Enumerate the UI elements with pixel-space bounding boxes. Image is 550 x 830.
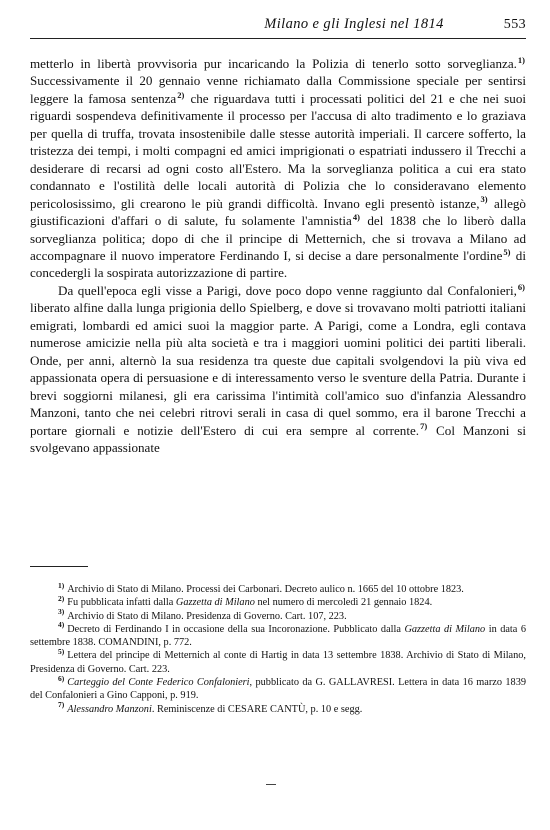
footnote-separator	[30, 566, 88, 567]
text-run: allegò giustificazioni d'affari o di salute, fu solamente l'amnistia	[30, 195, 526, 229]
main-text	[30, 55, 526, 456]
footnote	[30, 593, 526, 609]
footnote-ref: 6)	[517, 281, 525, 292]
bottom-dash-mark	[266, 784, 276, 785]
text-run: Col Manzoni si svolgevano appassionate	[30, 422, 526, 455]
paragraph-1	[30, 55, 526, 282]
page-number: 553	[503, 17, 526, 32]
running-head	[30, 16, 526, 33]
footnote-ref: 2)	[177, 89, 185, 100]
text-run: di concedergli la sospirata autorizzazione di partire.	[30, 247, 526, 281]
text-run: Da quell'epoca egli visse a Parigi, dove poco dopo venne raggiunto dal Confalonieri,	[58, 282, 517, 298]
footnote-text: Archivio di Stato di Milano. Presidenza di Governo. Cart. 107, 223.	[67, 610, 347, 622]
footnote	[30, 580, 526, 596]
text-run: che riguardava tutti i processati politici del 21 e che nei suoi riguardi sospendeva definitivamente il processo per l'accusa di alto tradimento e lo graziava per quella di truffa, trovata insostenibile dalle stesse autorità imperiali. Il carcere sofferto, la tristezza dei tempi, i molti compagni ed amici imprigionati o espatriati indussero il Trecchi a desiderare di recarsi ad ogni costo all'Estero. Ma la sorveglianza politica a cui era stato condannato e l'ostilità delle locali autorità di Polizia che lo consideravano elemento pericolosissimo, gli crearono le più grandi difficoltà. Invano egli presentò istanze,	[30, 90, 527, 211]
footnote-text: nel numero di mercoledì 21 gennaio 1824.	[254, 597, 433, 609]
footnote-mark: 2)	[58, 593, 65, 603]
footnote-text: , pubblicato da G. GALLAVRESI. Lettera in data 16 marzo 1839 del Confalonieri a Gino Capponi, p. 919.	[30, 677, 527, 702]
footnotes	[30, 580, 527, 716]
footnote	[30, 649, 526, 676]
text-run: liberato alfine dalla lunga prigionia dello Spielberg, e dove si trovavano molti patriotti italiani emigrati, lombardi ed amici suoi la maggior parte. A Parigi, come a Londra, egli contava numerose amicizie nella più alta società e tra i maggiori uomini politici dei partiti liberali. Onde, per anni, alternò la sua residenza tra queste due capitali svolgendovi la più viva ed appassionata opera di persuasione e di interessamento verso le sventure della Patria. Durante i brevi soggiorni milanesi, gli era carissima l'intimità coll'amico suo d'infanzia Alessandro Manzoni, tanto che nei celebri ritrovi serali in casa di quel sommo, era il barone Trecchi a portare giornali e notizie dell'Estero di cui era sempre al corrente.	[30, 300, 526, 438]
footnote-mark: 3)	[58, 607, 65, 617]
footnote-text: Archivio di Stato di Milano. Processi dei Carbonari. Decreto aulico n. 1665 del 10 ottobre 1823.	[67, 584, 464, 595]
footnote-text: Lettera del principe di Metternich al conte di Hartig in data 13 settembre 1838. Archivio di Stato di Milano, Presidenza di Governo. Cart. 223.	[30, 650, 526, 675]
footnote-text: . Reminiscenze di CESARE CANTÙ, p. 10 e segg.	[151, 703, 363, 715]
footnote-mark: 5)	[58, 647, 65, 657]
footnote	[30, 607, 526, 623]
footnote-text: Fu pubblicata infatti dalla	[67, 597, 176, 609]
footnote-ref: 3)	[480, 194, 488, 205]
footnote-text: Decreto di Ferdinando I in occasione della sua Incoronazione. Pubblicato dalla	[67, 623, 405, 635]
footnote-mark: 1)	[58, 580, 65, 590]
paragraph-2	[30, 282, 526, 457]
footnote-italic: Alessandro Manzoni	[67, 703, 152, 715]
footnote	[30, 700, 526, 716]
text-run: del 1838 che lo liberò dalla sorveglianza politica; dopo di che il principe di Metternich, che si trovava a Milano ad accompagnare il nuovo imperatore Ferdinando I, si decise a dare personalmente l'ordine	[30, 213, 526, 263]
running-title: Milano e gli Inglesi nel 1814	[264, 16, 444, 32]
text-run: Successivamente il 20 gennaio venne richiamato dalla Commissione speciale per sentirsi leggere la famosa sentenza	[30, 73, 526, 106]
footnote-ref: 4)	[352, 211, 360, 222]
header-rule	[30, 38, 526, 39]
footnote-ref: 7)	[420, 421, 428, 432]
footnote-mark: 4)	[58, 620, 65, 630]
footnote-italic: Gazzetta di Milano	[175, 597, 255, 609]
footnote-mark: 7)	[58, 700, 65, 710]
footnote	[30, 620, 526, 650]
footnote-mark: 6)	[58, 673, 65, 683]
footnote	[30, 673, 527, 703]
footnote-ref: 5)	[503, 246, 511, 257]
footnote-italic: Carteggio del Conte Federico Confalonieri	[67, 677, 250, 689]
footnote-ref: 1)	[517, 54, 525, 65]
footnote-text: in data 6 settembre 1838. COMANDINI, p. 772.	[30, 623, 526, 649]
footnote-italic: Gazzetta di Milano	[404, 623, 486, 635]
text-run: metterlo in libertà provvisoria pur incaricando la Polizia di tenerlo sotto sorveglianza.	[30, 56, 517, 71]
